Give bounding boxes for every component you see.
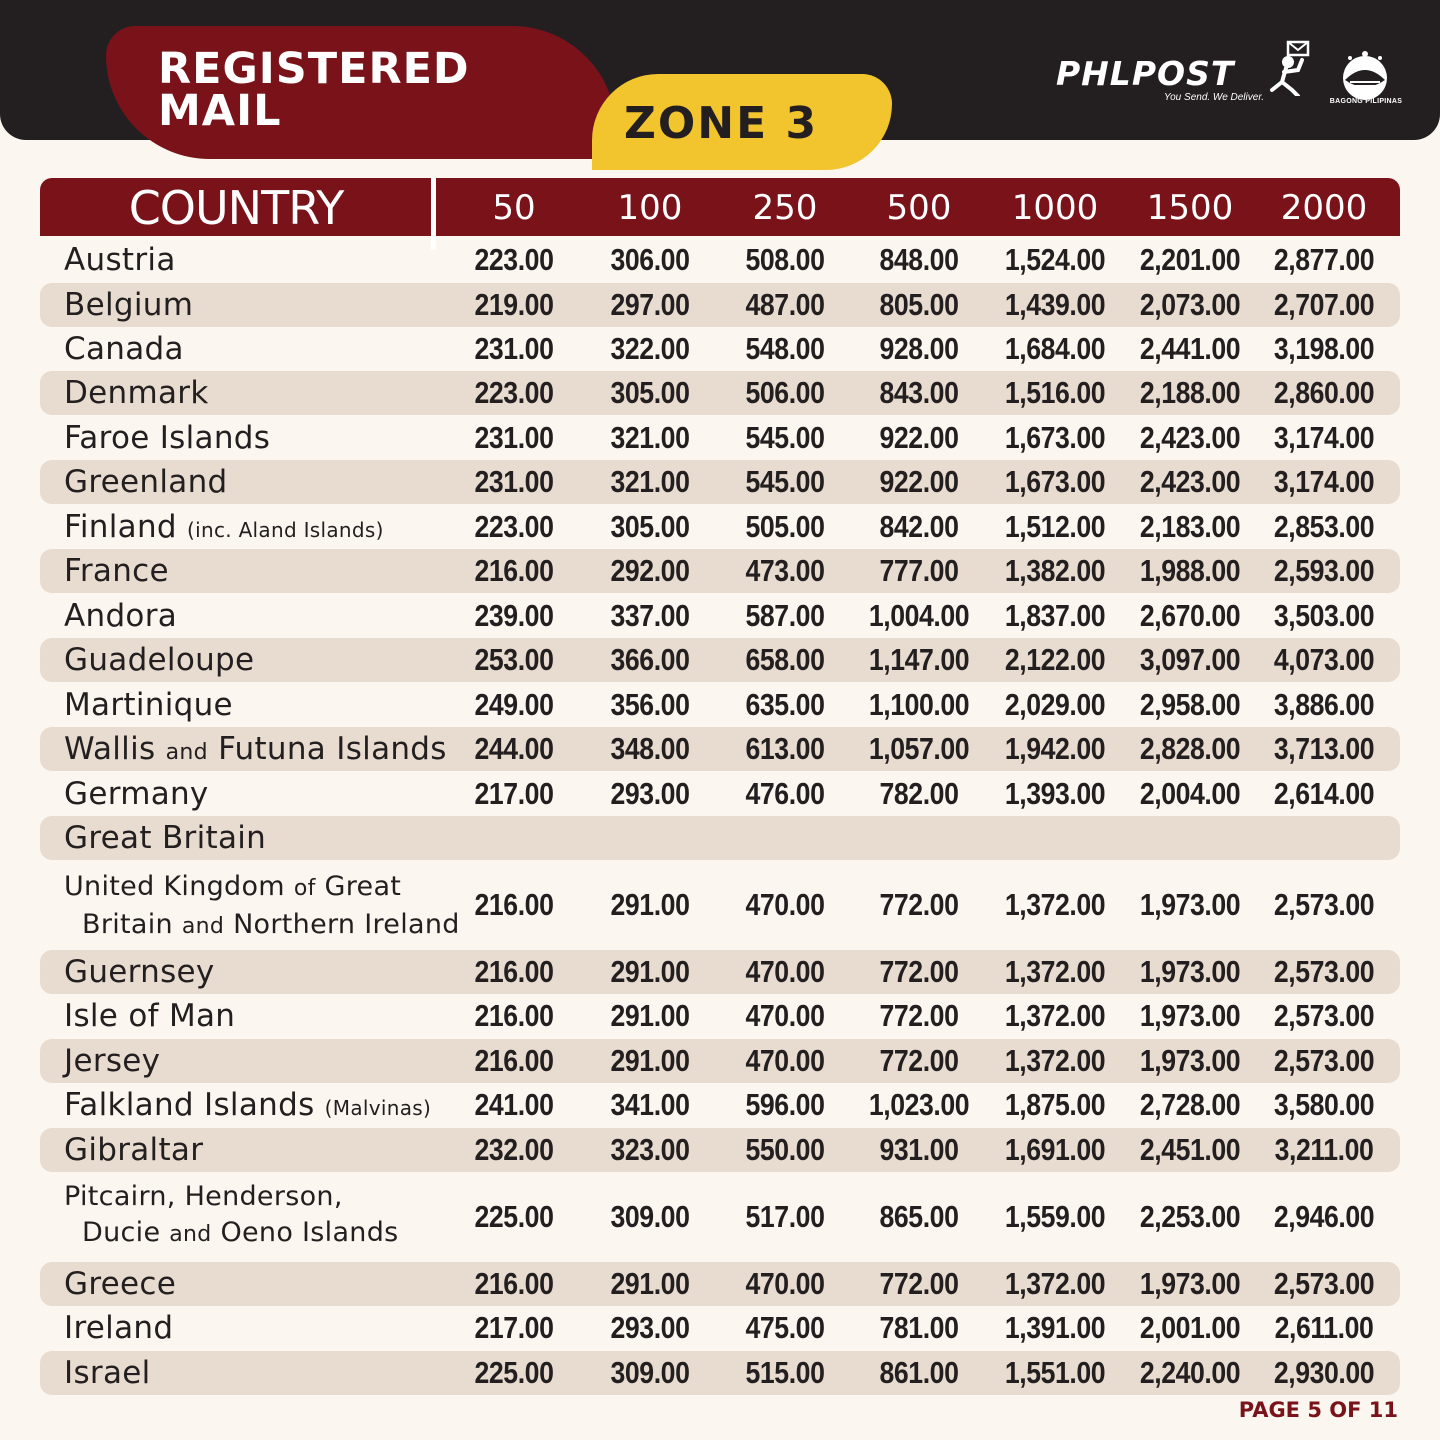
rate-cell: 1,023.00 bbox=[868, 1087, 970, 1122]
rate-cell: 3,174.00 bbox=[1273, 464, 1375, 499]
rate-cell: 772.00 bbox=[879, 1043, 959, 1078]
country-name: Austria bbox=[64, 242, 176, 278]
rate-cell: 297.00 bbox=[610, 287, 690, 322]
rate-cell: 596.00 bbox=[745, 1087, 825, 1122]
rate-cell: 2,573.00 bbox=[1273, 1043, 1375, 1078]
rate-cell: 216.00 bbox=[474, 1043, 554, 1078]
country-name: France bbox=[64, 553, 169, 589]
rate-cell: 2,573.00 bbox=[1273, 954, 1375, 989]
rate-cell: 2,573.00 bbox=[1273, 1266, 1375, 1301]
rate-cell: 1,684.00 bbox=[1004, 331, 1106, 366]
rate-cell: 922.00 bbox=[879, 464, 959, 499]
country-name: Germany bbox=[64, 776, 209, 812]
page-title bbox=[158, 44, 470, 136]
weight-header-1000: 1000 bbox=[1011, 188, 1099, 228]
rate-cell: 323.00 bbox=[610, 1132, 690, 1167]
rate-cell: 231.00 bbox=[474, 331, 554, 366]
rate-cell: 1,516.00 bbox=[1004, 375, 1106, 410]
rate-cell: 2,860.00 bbox=[1273, 375, 1375, 410]
rate-cell: 1,551.00 bbox=[1004, 1355, 1106, 1390]
rate-cell: 928.00 bbox=[879, 331, 959, 366]
rate-cell: 476.00 bbox=[745, 776, 825, 811]
rate-cell: 1,875.00 bbox=[1004, 1087, 1106, 1122]
country-name: Greece bbox=[64, 1266, 177, 1302]
rate-cell: 848.00 bbox=[879, 242, 959, 277]
rate-cell: 515.00 bbox=[745, 1355, 825, 1390]
table-row bbox=[40, 1128, 1400, 1172]
country-name: Greenland bbox=[64, 464, 228, 500]
rate-cell: 2,001.00 bbox=[1139, 1310, 1241, 1345]
table-row bbox=[40, 327, 1400, 371]
rate-cell: 1,988.00 bbox=[1139, 553, 1241, 588]
rate-cell: 321.00 bbox=[610, 464, 690, 499]
rate-cell: 219.00 bbox=[474, 287, 554, 322]
rate-cell: 545.00 bbox=[745, 464, 825, 499]
rate-cell: 842.00 bbox=[879, 509, 959, 544]
rate-cell: 216.00 bbox=[474, 998, 554, 1033]
rate-cell: 2,004.00 bbox=[1139, 776, 1241, 811]
table-row bbox=[40, 950, 1400, 994]
rate-cell: 1,372.00 bbox=[1004, 954, 1106, 989]
rate-cell: 1,512.00 bbox=[1004, 509, 1106, 544]
rate-cell: 1,057.00 bbox=[868, 731, 970, 766]
rate-cell: 216.00 bbox=[474, 1266, 554, 1301]
rate-cell: 1,004.00 bbox=[868, 598, 970, 633]
rate-cell: 772.00 bbox=[879, 887, 959, 922]
rate-cell: 470.00 bbox=[745, 1266, 825, 1301]
rate-cell: 2,877.00 bbox=[1273, 242, 1375, 277]
rate-cell: 366.00 bbox=[610, 642, 690, 677]
table-row bbox=[40, 460, 1400, 504]
rate-cell: 1,973.00 bbox=[1139, 998, 1241, 1033]
rate-cell: 1,559.00 bbox=[1004, 1199, 1106, 1234]
country-name: Falkland Islands (Malvinas) bbox=[64, 1087, 432, 1123]
rate-cell: 217.00 bbox=[474, 1310, 554, 1345]
rate-cell: 2,441.00 bbox=[1139, 331, 1241, 366]
country-name: Finland (inc. Aland Islands) bbox=[64, 509, 384, 545]
table-row bbox=[40, 238, 1400, 282]
rate-cell: 487.00 bbox=[745, 287, 825, 322]
rate-cell: 293.00 bbox=[610, 776, 690, 811]
rate-cell: 3,198.00 bbox=[1273, 331, 1375, 366]
rate-cell: 3,503.00 bbox=[1273, 598, 1375, 633]
rate-cell: 356.00 bbox=[610, 687, 690, 722]
rate-cell: 2,122.00 bbox=[1004, 642, 1106, 677]
rate-cell: 1,372.00 bbox=[1004, 887, 1106, 922]
table-row bbox=[40, 862, 1400, 948]
rate-cell: 309.00 bbox=[610, 1355, 690, 1390]
rate-cell: 865.00 bbox=[879, 1199, 959, 1234]
rate-cell: 225.00 bbox=[474, 1199, 554, 1234]
table-row bbox=[40, 549, 1400, 593]
rate-cell: 1,973.00 bbox=[1139, 954, 1241, 989]
rate-cell: 249.00 bbox=[474, 687, 554, 722]
weight-header-500: 500 bbox=[886, 188, 952, 228]
table-row bbox=[40, 816, 1400, 860]
country-name: Guernsey bbox=[64, 954, 215, 990]
table-row bbox=[40, 772, 1400, 816]
phlpost-logo bbox=[1056, 52, 1336, 102]
table-row bbox=[40, 594, 1400, 638]
country-name: Isle of Man bbox=[64, 998, 236, 1034]
rate-cell: 291.00 bbox=[610, 1266, 690, 1301]
rate-cell: 223.00 bbox=[474, 242, 554, 277]
table-row bbox=[40, 1351, 1400, 1395]
rate-cell: 321.00 bbox=[610, 420, 690, 455]
rate-cell: 782.00 bbox=[879, 776, 959, 811]
rate-cell: 548.00 bbox=[745, 331, 825, 366]
rate-cell: 1,673.00 bbox=[1004, 464, 1106, 499]
table-row bbox=[40, 994, 1400, 1038]
title-line-1: REGISTERED bbox=[158, 44, 470, 94]
rate-cell: 3,097.00 bbox=[1139, 642, 1241, 677]
rate-cell: 1,837.00 bbox=[1004, 598, 1106, 633]
rate-cell: 1,372.00 bbox=[1004, 1043, 1106, 1078]
rate-cell: 772.00 bbox=[879, 954, 959, 989]
rate-cell: 1,673.00 bbox=[1004, 420, 1106, 455]
table-row bbox=[40, 1039, 1400, 1083]
seal-label: BAGONG PILIPINAS bbox=[1329, 98, 1403, 105]
rate-cell: 475.00 bbox=[745, 1310, 825, 1345]
rate-cell: 781.00 bbox=[879, 1310, 959, 1345]
title-line-2: MAIL bbox=[158, 86, 282, 136]
rate-cell: 772.00 bbox=[879, 998, 959, 1033]
table-row bbox=[40, 416, 1400, 460]
rate-cell: 2,423.00 bbox=[1139, 464, 1241, 499]
table-row bbox=[40, 1083, 1400, 1127]
rate-cell: 3,580.00 bbox=[1273, 1087, 1375, 1122]
rate-cell: 772.00 bbox=[879, 1266, 959, 1301]
rate-cell: 550.00 bbox=[745, 1132, 825, 1167]
runner-mail-icon bbox=[1268, 40, 1320, 96]
rate-cell: 216.00 bbox=[474, 553, 554, 588]
table-row bbox=[40, 1306, 1400, 1350]
rate-cell: 1,524.00 bbox=[1004, 242, 1106, 277]
rate-cell: 805.00 bbox=[879, 287, 959, 322]
rate-cell: 2,423.00 bbox=[1139, 420, 1241, 455]
rate-cell: 931.00 bbox=[879, 1132, 959, 1167]
rate-cell: 291.00 bbox=[610, 954, 690, 989]
rate-cell: 777.00 bbox=[879, 553, 959, 588]
rate-cell: 508.00 bbox=[745, 242, 825, 277]
rate-cell: 1,372.00 bbox=[1004, 1266, 1106, 1301]
rate-cell: 470.00 bbox=[745, 998, 825, 1033]
weight-header-100: 100 bbox=[617, 188, 683, 228]
rate-cell: 223.00 bbox=[474, 509, 554, 544]
rate-cell: 306.00 bbox=[610, 242, 690, 277]
rate-cell: 2,201.00 bbox=[1139, 242, 1241, 277]
rate-cell: 2,593.00 bbox=[1273, 553, 1375, 588]
rate-cell: 3,713.00 bbox=[1273, 731, 1375, 766]
rate-cell: 2,946.00 bbox=[1273, 1199, 1375, 1234]
rate-cell: 231.00 bbox=[474, 420, 554, 455]
country-name: Ireland bbox=[64, 1310, 174, 1346]
rate-cell: 843.00 bbox=[879, 375, 959, 410]
page-number: PAGE 5 OF 11 bbox=[1238, 1398, 1398, 1422]
rate-cell: 2,611.00 bbox=[1274, 1310, 1374, 1345]
rate-cell: 4,073.00 bbox=[1273, 642, 1375, 677]
rate-cell: 587.00 bbox=[745, 598, 825, 633]
rate-cell: 1,100.00 bbox=[868, 687, 970, 722]
rate-cell: 1,382.00 bbox=[1004, 553, 1106, 588]
rate-cell: 2,707.00 bbox=[1273, 287, 1375, 322]
table-row bbox=[40, 683, 1400, 727]
rate-cell: 244.00 bbox=[474, 731, 554, 766]
rate-cell: 309.00 bbox=[610, 1199, 690, 1234]
rate-cell: 3,211.00 bbox=[1274, 1132, 1374, 1167]
rate-cell: 2,930.00 bbox=[1273, 1355, 1375, 1390]
country-note: (inc. Aland Islands) bbox=[187, 518, 384, 542]
rate-cell: 635.00 bbox=[745, 687, 825, 722]
rate-cell: 545.00 bbox=[745, 420, 825, 455]
rate-cell: 225.00 bbox=[474, 1355, 554, 1390]
rate-cell: 2,253.00 bbox=[1139, 1199, 1241, 1234]
tagline: You Send. We Deliver. bbox=[1164, 92, 1265, 103]
rate-cell: 239.00 bbox=[474, 598, 554, 633]
table-row bbox=[40, 1262, 1400, 1306]
rate-cell: 2,188.00 bbox=[1139, 375, 1241, 410]
country-name: Martinique bbox=[64, 687, 233, 723]
rate-cell: 2,614.00 bbox=[1273, 776, 1375, 811]
rate-cell: 1,973.00 bbox=[1139, 1043, 1241, 1078]
rate-cell: 253.00 bbox=[474, 642, 554, 677]
rate-cell: 2,853.00 bbox=[1273, 509, 1375, 544]
country-column-header: COUNTRY bbox=[128, 181, 344, 235]
rate-cell: 505.00 bbox=[745, 509, 825, 544]
rate-cell: 1,393.00 bbox=[1004, 776, 1106, 811]
table-row bbox=[40, 1174, 1400, 1260]
rate-cell: 337.00 bbox=[610, 598, 690, 633]
rate-cell: 2,573.00 bbox=[1273, 998, 1375, 1033]
rate-cell: 348.00 bbox=[610, 731, 690, 766]
weight-header-50: 50 bbox=[492, 188, 536, 228]
rate-cell: 1,973.00 bbox=[1139, 1266, 1241, 1301]
rate-cell: 291.00 bbox=[610, 998, 690, 1033]
rate-cell: 470.00 bbox=[745, 887, 825, 922]
table-row bbox=[40, 505, 1400, 549]
country-name: Belgium bbox=[64, 287, 194, 323]
country-name: Great Britain bbox=[64, 820, 267, 856]
table-row bbox=[40, 371, 1400, 415]
rate-cell: 470.00 bbox=[745, 1043, 825, 1078]
country-name: Guadeloupe bbox=[64, 642, 255, 678]
country-name: Andora bbox=[64, 598, 178, 634]
rate-cell: 1,439.00 bbox=[1004, 287, 1106, 322]
rate-cell: 291.00 bbox=[610, 887, 690, 922]
rate-cell: 223.00 bbox=[474, 375, 554, 410]
rate-cell: 2,573.00 bbox=[1273, 887, 1375, 922]
rate-cell: 2,728.00 bbox=[1139, 1087, 1241, 1122]
rate-cell: 517.00 bbox=[745, 1199, 825, 1234]
rate-cell: 305.00 bbox=[610, 375, 690, 410]
rate-cell: 322.00 bbox=[610, 331, 690, 366]
rate-cell: 241.00 bbox=[474, 1087, 554, 1122]
country-name: Gibraltar bbox=[64, 1132, 204, 1168]
rate-cell: 1,372.00 bbox=[1004, 998, 1106, 1033]
rate-cell: 3,174.00 bbox=[1273, 420, 1375, 455]
country-note: (Malvinas) bbox=[324, 1096, 432, 1120]
rate-cell: 1,391.00 bbox=[1004, 1310, 1106, 1345]
rate-cell: 3,886.00 bbox=[1273, 687, 1375, 722]
phlpost-logo-text: PHLPOST bbox=[1056, 54, 1235, 93]
rate-cell: 232.00 bbox=[474, 1132, 554, 1167]
rate-cell: 473.00 bbox=[745, 553, 825, 588]
rate-cell: 861.00 bbox=[879, 1355, 959, 1390]
rate-cell: 216.00 bbox=[474, 887, 554, 922]
rate-cell: 922.00 bbox=[879, 420, 959, 455]
country-name: Israel bbox=[64, 1355, 151, 1391]
rate-cell: 2,451.00 bbox=[1139, 1132, 1241, 1167]
rate-cell: 2,073.00 bbox=[1139, 287, 1241, 322]
country-name: United Kingdom of Great Britain and Northern Ireland bbox=[64, 871, 460, 940]
rate-cell: 613.00 bbox=[745, 731, 825, 766]
weight-header-1500: 1500 bbox=[1146, 188, 1234, 228]
table-row bbox=[40, 638, 1400, 682]
country-name: Denmark bbox=[64, 375, 209, 411]
zone-label: ZONE 3 bbox=[624, 98, 819, 149]
rate-cell: 1,691.00 bbox=[1004, 1132, 1106, 1167]
rate-cell: 292.00 bbox=[610, 553, 690, 588]
rate-cell: 506.00 bbox=[745, 375, 825, 410]
rate-cell: 2,029.00 bbox=[1004, 687, 1106, 722]
rate-cell: 231.00 bbox=[474, 464, 554, 499]
rate-cell: 2,828.00 bbox=[1139, 731, 1241, 766]
country-name: Pitcairn, Henderson, Ducie and Oeno Islands bbox=[64, 1181, 399, 1248]
rate-cell: 293.00 bbox=[610, 1310, 690, 1345]
weight-header-250: 250 bbox=[752, 188, 818, 228]
weight-header-2000: 2000 bbox=[1280, 188, 1368, 228]
rate-cell: 658.00 bbox=[745, 642, 825, 677]
rate-cell: 291.00 bbox=[610, 1043, 690, 1078]
rate-cell: 470.00 bbox=[745, 954, 825, 989]
rate-cell: 2,670.00 bbox=[1139, 598, 1241, 633]
rate-cell: 217.00 bbox=[474, 776, 554, 811]
table-row bbox=[40, 283, 1400, 327]
country-name: Canada bbox=[64, 331, 184, 367]
country-name: Faroe Islands bbox=[64, 420, 271, 456]
rate-cell: 1,147.00 bbox=[868, 642, 970, 677]
rate-cell: 1,973.00 bbox=[1139, 887, 1241, 922]
country-name: Wallis and Futuna Islands bbox=[64, 731, 447, 767]
rate-cell: 2,240.00 bbox=[1139, 1355, 1241, 1390]
rate-cell: 1,942.00 bbox=[1004, 731, 1106, 766]
rate-cell: 2,958.00 bbox=[1139, 687, 1241, 722]
rate-cell: 216.00 bbox=[474, 954, 554, 989]
rate-cell: 2,183.00 bbox=[1139, 509, 1241, 544]
rate-cell: 305.00 bbox=[610, 509, 690, 544]
country-name: Jersey bbox=[64, 1043, 161, 1079]
table-row bbox=[40, 727, 1400, 771]
rate-cell: 341.00 bbox=[610, 1087, 690, 1122]
